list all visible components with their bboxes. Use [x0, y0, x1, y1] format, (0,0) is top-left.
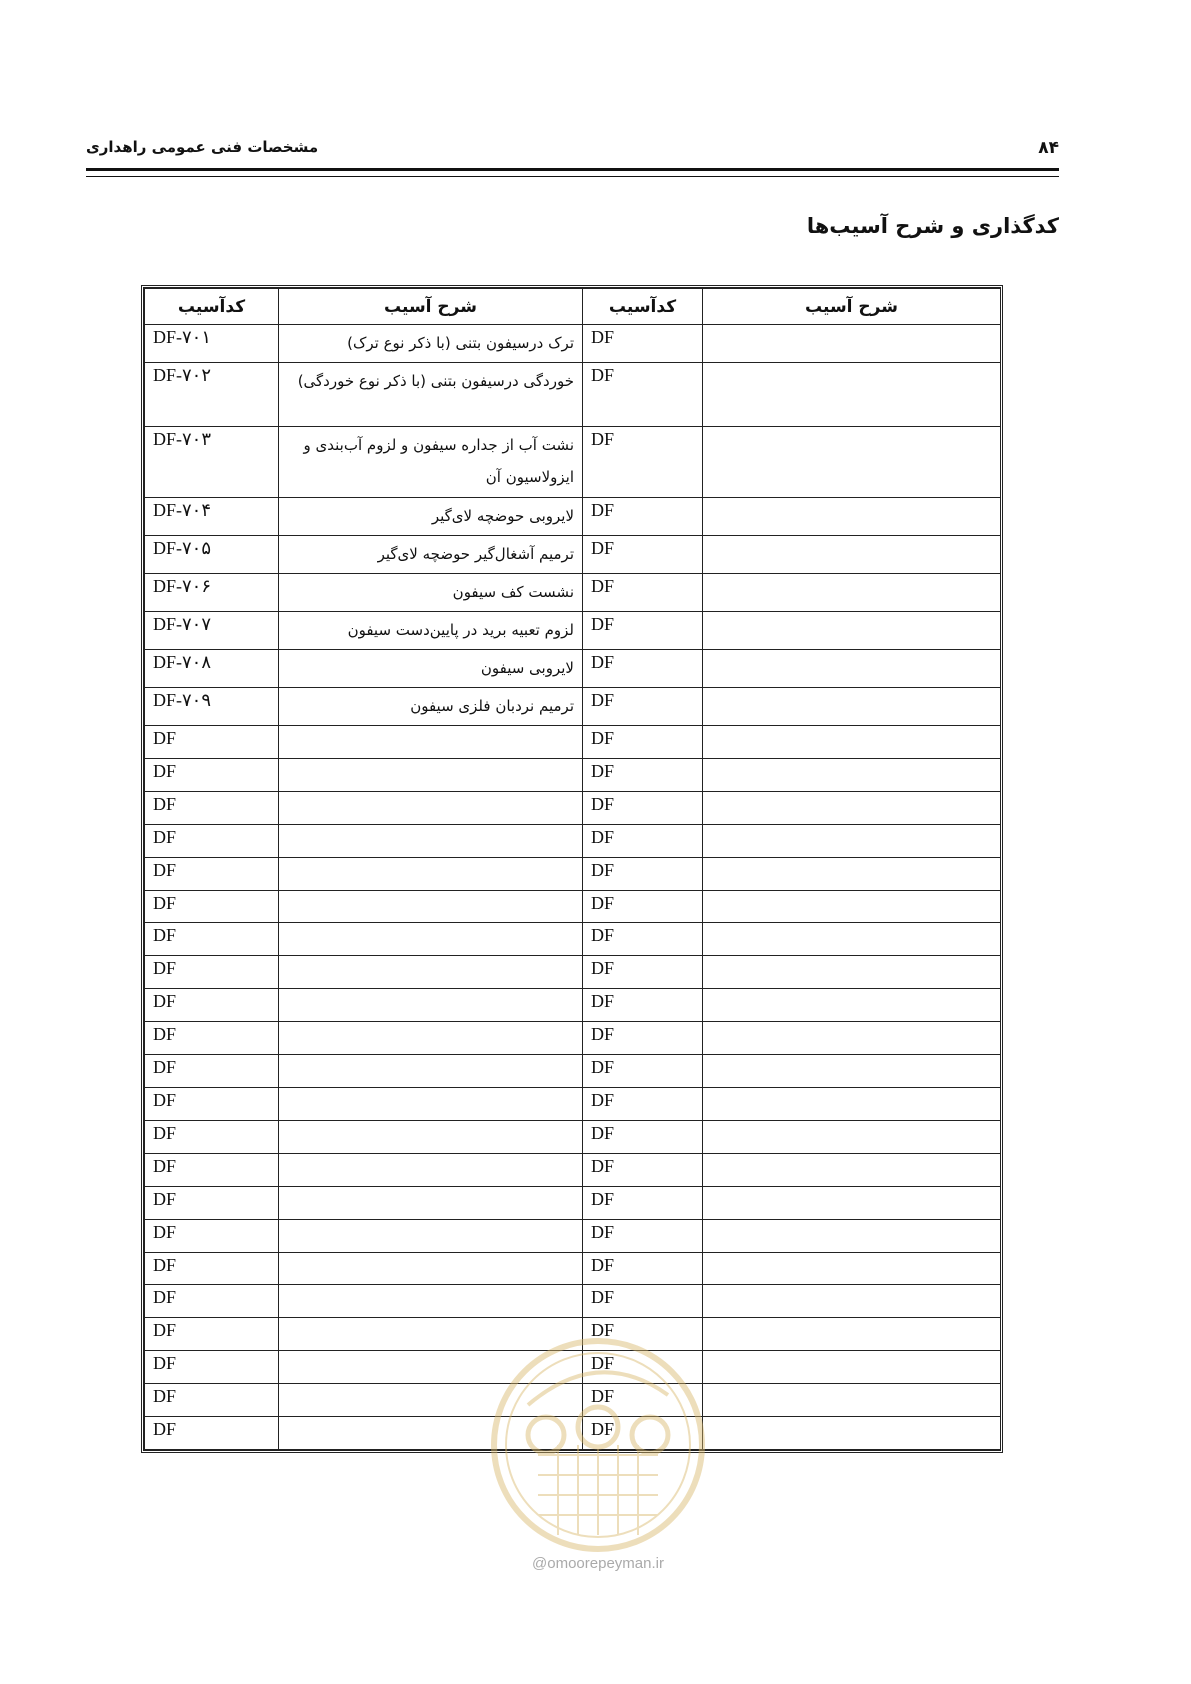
- code-left-cell: DF: [145, 1153, 279, 1186]
- code-right-cell: DF: [583, 1384, 703, 1417]
- table-row: [145, 989, 1001, 1022]
- description-right-cell: [703, 890, 1001, 923]
- code-right-cell: DF: [583, 1417, 703, 1450]
- code-left-cell: DF: [145, 890, 279, 923]
- code-right-cell: DF: [583, 726, 703, 759]
- description-right-cell: [703, 989, 1001, 1022]
- code-left-cell: DF-۷۰۳: [145, 426, 279, 497]
- code-right-cell: DF: [583, 1351, 703, 1384]
- description-right-cell: [703, 611, 1001, 649]
- code-left-cell: DF: [145, 791, 279, 824]
- code-left-cell: DF: [145, 857, 279, 890]
- description-left-cell: لزوم تعبیه برید در پایین‌دست سیفون: [279, 611, 583, 649]
- page-number: ۸۴: [1038, 138, 1059, 158]
- description-right-cell: [703, 1285, 1001, 1318]
- table-row: [145, 1055, 1001, 1088]
- code-left-cell: DF: [145, 1252, 279, 1285]
- description-left-cell: نشست کف سیفون: [279, 573, 583, 611]
- description-right-cell: [703, 1351, 1001, 1384]
- code-right-cell: DF: [583, 857, 703, 890]
- description-left-cell: [279, 1351, 583, 1384]
- table-row: [145, 956, 1001, 989]
- code-right-cell: DF: [583, 1186, 703, 1219]
- code-left-cell: DF: [145, 1120, 279, 1153]
- table-row: [145, 573, 1001, 611]
- code-right-cell: DF: [583, 890, 703, 923]
- description-right-cell: [703, 1022, 1001, 1055]
- description-right-cell: [703, 1088, 1001, 1121]
- table-row: [145, 1252, 1001, 1285]
- description-right-cell: [703, 1252, 1001, 1285]
- description-left-cell: ترمیم آشغال‌گیر حوضچه لای‌گیر: [279, 535, 583, 573]
- description-left-cell: [279, 890, 583, 923]
- table-row: [145, 649, 1001, 687]
- description-right-cell: [703, 1384, 1001, 1417]
- description-left-cell: [279, 1417, 583, 1450]
- table-row: [145, 687, 1001, 725]
- description-right-cell: [703, 1055, 1001, 1088]
- table-row: [145, 1384, 1001, 1417]
- code-left-cell: DF: [145, 1088, 279, 1121]
- description-right-cell: [703, 497, 1001, 535]
- description-left-cell: [279, 857, 583, 890]
- header-rule: [86, 168, 1059, 177]
- description-left-cell: [279, 1088, 583, 1121]
- description-left-cell: [279, 824, 583, 857]
- description-right-cell: [703, 857, 1001, 890]
- table-row: [145, 535, 1001, 573]
- header-title: مشخصات فنی عمومی راهداری: [86, 138, 319, 156]
- code-left-cell: DF-۷۰۹: [145, 687, 279, 725]
- description-right-cell: [703, 426, 1001, 497]
- code-left-cell: DF-۷۰۸: [145, 649, 279, 687]
- table-row: [145, 890, 1001, 923]
- watermark-text: @omoorepeyman.ir: [532, 1555, 664, 1572]
- code-right-cell: DF: [583, 573, 703, 611]
- code-left-cell: DF: [145, 1219, 279, 1252]
- description-right-cell: [703, 824, 1001, 857]
- table-row: [145, 1318, 1001, 1351]
- code-left-cell: DF: [145, 1417, 279, 1450]
- description-right-cell: [703, 1186, 1001, 1219]
- description-right-cell: [703, 649, 1001, 687]
- description-right-cell: [703, 1417, 1001, 1450]
- description-left-cell: [279, 1318, 583, 1351]
- description-right-cell: [703, 325, 1001, 363]
- description-left-cell: [279, 1384, 583, 1417]
- code-right-cell: DF: [583, 824, 703, 857]
- code-left-cell: DF: [145, 1318, 279, 1351]
- table-row: [145, 426, 1001, 497]
- table-row: [145, 726, 1001, 759]
- description-left-cell: [279, 1055, 583, 1088]
- description-right-cell: [703, 1318, 1001, 1351]
- code-right-cell: DF: [583, 1252, 703, 1285]
- code-left-cell: DF-۷۰۶: [145, 573, 279, 611]
- code-right-cell: DF: [583, 1022, 703, 1055]
- description-right-cell: [703, 758, 1001, 791]
- description-left-cell: ترک درسیفون بتنی (با ذکر نوع ترک): [279, 325, 583, 363]
- description-right-cell: [703, 1120, 1001, 1153]
- table-row: [145, 791, 1001, 824]
- column-header-description-right: شرح آسیب: [703, 289, 1001, 325]
- table-row: [145, 1153, 1001, 1186]
- code-left-cell: DF: [145, 1055, 279, 1088]
- code-left-cell: DF: [145, 1022, 279, 1055]
- table-row: [145, 923, 1001, 956]
- code-left-cell: DF: [145, 956, 279, 989]
- code-left-cell: DF: [145, 1285, 279, 1318]
- table-row: [145, 1219, 1001, 1252]
- code-right-cell: DF: [583, 687, 703, 725]
- code-right-cell: DF: [583, 1318, 703, 1351]
- description-left-cell: [279, 1252, 583, 1285]
- code-left-cell: DF-۷۰۷: [145, 611, 279, 649]
- table-row: [145, 363, 1001, 427]
- table-row: [145, 1351, 1001, 1384]
- code-left-cell: DF: [145, 1186, 279, 1219]
- description-left-cell: [279, 791, 583, 824]
- code-left-cell: DF-۷۰۱: [145, 325, 279, 363]
- code-right-cell: DF: [583, 1219, 703, 1252]
- table-row: [145, 497, 1001, 535]
- running-header: [86, 138, 1059, 164]
- code-right-cell: DF: [583, 363, 703, 427]
- description-left-cell: [279, 1219, 583, 1252]
- code-left-cell: DF: [145, 923, 279, 956]
- description-left-cell: [279, 726, 583, 759]
- description-right-cell: [703, 363, 1001, 427]
- table-row: [145, 1417, 1001, 1450]
- code-right-cell: DF: [583, 1285, 703, 1318]
- table-body: [145, 325, 1001, 1450]
- damage-code-table: [144, 288, 1001, 1450]
- code-right-cell: DF: [583, 758, 703, 791]
- section-title: کدگذاری و شرح آسیب‌ها: [806, 214, 1059, 238]
- column-header-code-left: کدآسیب: [145, 289, 279, 325]
- description-left-cell: [279, 923, 583, 956]
- code-left-cell: DF-۷۰۵: [145, 535, 279, 573]
- description-left-cell: لایروبی حوضچه لای‌گیر: [279, 497, 583, 535]
- description-left-cell: [279, 956, 583, 989]
- code-left-cell: DF: [145, 1351, 279, 1384]
- description-left-cell: [279, 1022, 583, 1055]
- watermark-seal-grid: [538, 1445, 658, 1535]
- description-right-cell: [703, 687, 1001, 725]
- code-left-cell: DF-۷۰۴: [145, 497, 279, 535]
- table-row: [145, 857, 1001, 890]
- description-left-cell: [279, 1120, 583, 1153]
- description-left-cell: [279, 1285, 583, 1318]
- code-right-cell: DF: [583, 1055, 703, 1088]
- code-right-cell: DF: [583, 497, 703, 535]
- code-right-cell: DF: [583, 325, 703, 363]
- code-right-cell: DF: [583, 426, 703, 497]
- code-left-cell: DF: [145, 1384, 279, 1417]
- table-row: [145, 1285, 1001, 1318]
- table-header-row: [145, 289, 1001, 325]
- column-header-code-right: کدآسیب: [583, 289, 703, 325]
- code-right-cell: DF: [583, 1120, 703, 1153]
- table-row: [145, 325, 1001, 363]
- table-row: [145, 758, 1001, 791]
- code-right-cell: DF: [583, 649, 703, 687]
- description-left-cell: خوردگی درسیفون بتنی (با ذکر نوع خوردگی): [279, 363, 583, 427]
- description-left-cell: [279, 1186, 583, 1219]
- column-header-description-left: شرح آسیب: [279, 289, 583, 325]
- table-row: [145, 1022, 1001, 1055]
- description-left-cell: لایروبی سیفون: [279, 649, 583, 687]
- damage-code-table-frame: [141, 285, 1003, 1453]
- description-right-cell: [703, 956, 1001, 989]
- code-right-cell: DF: [583, 611, 703, 649]
- description-left-cell: [279, 989, 583, 1022]
- code-left-cell: DF: [145, 824, 279, 857]
- table-row: [145, 824, 1001, 857]
- code-right-cell: DF: [583, 535, 703, 573]
- description-right-cell: [703, 791, 1001, 824]
- table-row: [145, 611, 1001, 649]
- description-left-cell: ترمیم نردبان فلزی سیفون: [279, 687, 583, 725]
- description-right-cell: [703, 573, 1001, 611]
- code-right-cell: DF: [583, 791, 703, 824]
- description-left-cell: نشت آب از جداره سیفون و لزوم آب‌بندی و ایزولاسیون آن: [279, 426, 583, 497]
- code-right-cell: DF: [583, 956, 703, 989]
- description-right-cell: [703, 1153, 1001, 1186]
- code-left-cell: DF: [145, 989, 279, 1022]
- code-right-cell: DF: [583, 1153, 703, 1186]
- code-right-cell: DF: [583, 989, 703, 1022]
- description-right-cell: [703, 535, 1001, 573]
- code-left-cell: DF-۷۰۲: [145, 363, 279, 427]
- table-row: [145, 1186, 1001, 1219]
- description-left-cell: [279, 758, 583, 791]
- code-left-cell: DF: [145, 758, 279, 791]
- table-row: [145, 1120, 1001, 1153]
- code-left-cell: DF: [145, 726, 279, 759]
- description-right-cell: [703, 923, 1001, 956]
- code-right-cell: DF: [583, 923, 703, 956]
- description-right-cell: [703, 1219, 1001, 1252]
- description-right-cell: [703, 726, 1001, 759]
- code-right-cell: DF: [583, 1088, 703, 1121]
- table-row: [145, 1088, 1001, 1121]
- description-left-cell: [279, 1153, 583, 1186]
